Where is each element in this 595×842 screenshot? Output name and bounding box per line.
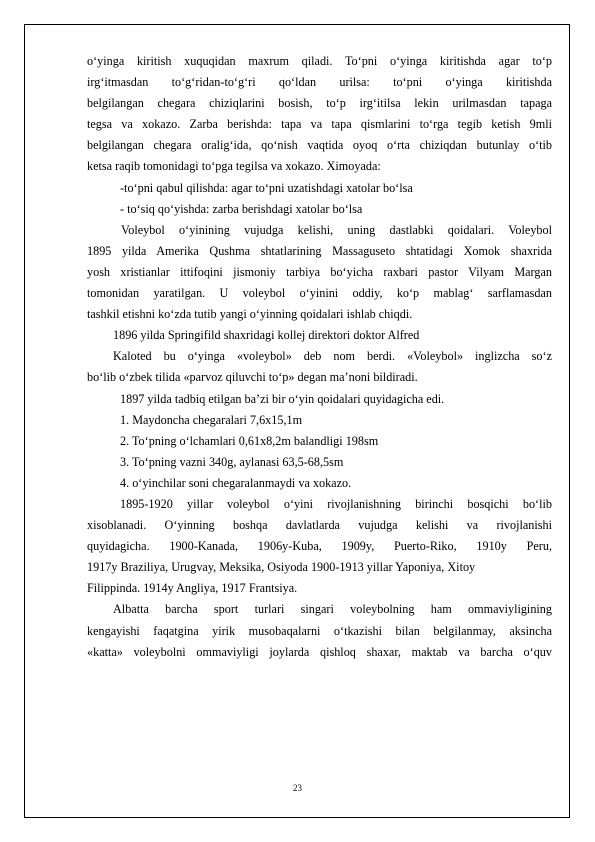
text-line: 1895 yilda Amerika Qushma shtatlarining Massaguseto shtatidagi Xomok shaxrida [87,243,552,258]
text-line: irg‘itmasdan to‘g‘ridan-to‘g‘ri qo‘ldan urilsa: to‘pni o‘yinga kiritishda [87,75,552,90]
text-line: tashkil etishni ko‘zda tutib yangi o‘yinning qoidalari ishlab chiqdi. [87,307,413,322]
text-line: 1895-1920 yillar voleybol o‘yini rivojlanishning birinchi bosqichi bo‘lib [120,496,552,511]
text-line: tegsa va xokazo. Zarba berishda: tapa va tapa qismlarini to‘rga tegib ketish 9mli [87,117,552,132]
text-line: yosh xristianlar ittifoqini jismoniy tarbiya bo‘yicha raxbari pastor Vilyam Margan [87,264,552,279]
text-line: 1897 yilda tadbiq etilgan ba’zi bir o‘yin qoidalari quyidagicha edi. [120,391,445,406]
text-line: 1917y Braziliya, Urugvay, Meksika, Osiyoda 1900-1913 yillar Yaponiya, Xitoy [87,560,476,575]
text-line: - to‘siq qo‘yishda: zarba berishdagi xatolar bo‘lsa [120,201,363,216]
text-line: ketsa raqib tomonidagi to‘pga tegilsa va xokazo. Ximoyada: [87,159,381,174]
page-number: 23 [293,783,302,793]
text-line: belgilangan chegara chiziqlarini bosish, to‘p irg‘itilsa lekin urilmasdan tapaga [87,96,552,111]
text-line: 3. To‘pning vazni 340g, aylanasi 63,5-68,5sm [120,454,344,469]
text-line: quyidagicha. 1900-Kanada, 1906y-Kuba, 1909y, Puerto-Riko, 1910y Peru, [87,539,552,554]
text-line: «katta» voleybolni ommaviyligi joylarda qishloq shaxar, maktab va barcha o‘quv [87,644,552,659]
text-line: Kaloted bu o‘yinga «voleybol» deb nom berdi. «Voleybol» inglizcha so‘z [113,349,552,364]
text-line: tomonidan yaratilgan. U voleybol o‘yinini oddiy, ko‘p mablag‘ sarflamasdan [87,286,552,301]
text-line: 1. Maydoncha chegaralari 7,6x15,1m [120,412,303,427]
text-line: belgilangan chegara oralig‘ida, qo‘nish vaqtida oyoq o‘rta chiziqdan butunlay o‘tib [87,138,552,153]
text-line: o‘yinga kiritish xuquqidan maxrum qiladi. To‘pni o‘yinga kiritishda agar to‘p [87,54,552,68]
text-line: 1896 yilda Springifild shaxridagi kollej direktori doktor Alfred [113,328,420,343]
text-line: Voleybol o‘yinining vujudga kelishi, uning dastlabki qoidalari. Voleybol [121,222,552,237]
text-line: -to‘pni qabul qilishda: agar to‘pni uzatishdagi xatolar bo‘lsa [120,180,413,195]
document-body [87,51,552,663]
text-line: bo‘lib o‘zbek tilida «parvoz qiluvchi to‘p» degan ma’noni bildiradi. [87,370,418,385]
text-line: kengayishi faqatgina yirik musobaqalarni o‘tkazishi bilan belgilanmay, aksincha [87,623,552,638]
text-line: xisoblanadi. O‘yinning boshqa davlatlarda vujudga kelishi va rivojlanishi [87,518,552,533]
text-line: 2. To‘pning o‘lchamlari 0,61x8,2m balandligi 198sm [120,433,379,448]
text-line: Albatta barcha sport turlari singari voleybolning ham ommaviyligining [113,602,552,617]
text-line: 4. o‘yinchilar soni chegaralanmaydi va xokazo. [120,475,352,490]
text-line: Filippinda. 1914y Angliya, 1917 Frantsiya. [87,581,298,596]
